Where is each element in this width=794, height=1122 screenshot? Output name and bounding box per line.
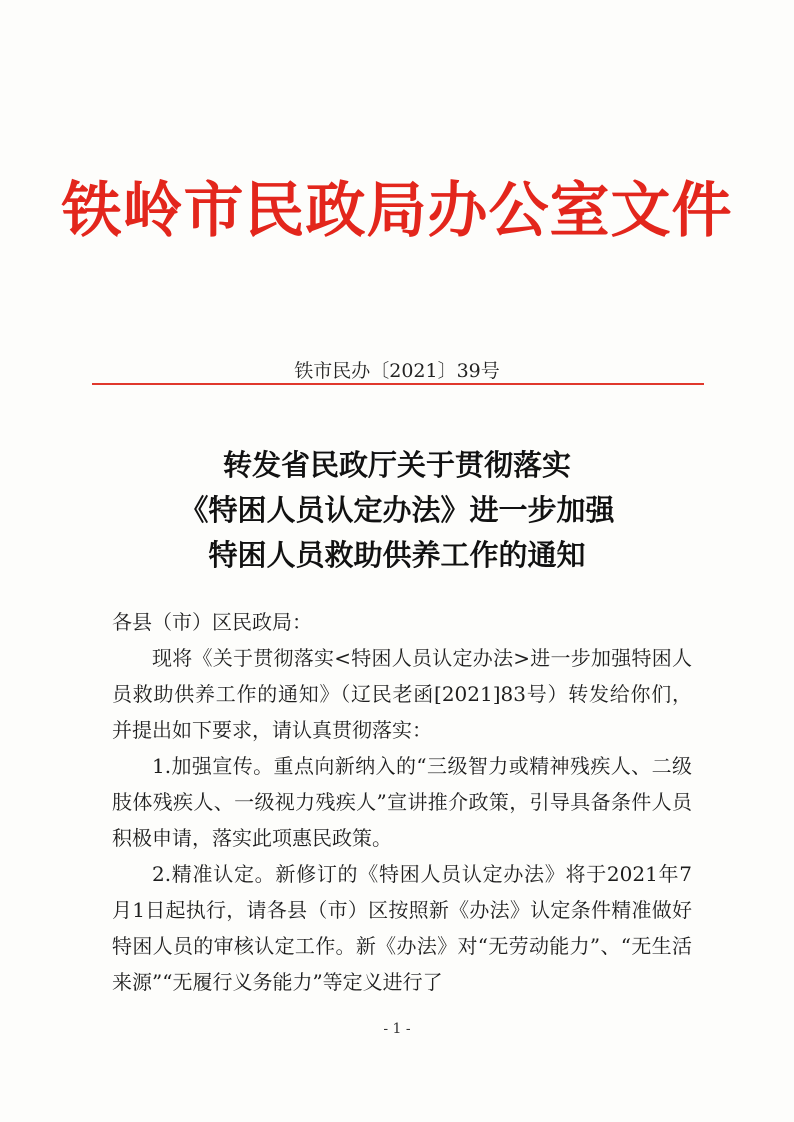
page-number: - 1 - <box>383 1021 411 1037</box>
title-line-1: 转发省民政厅关于贯彻落实 <box>222 448 571 482</box>
red-divider-line <box>92 383 704 385</box>
document-body <box>112 604 692 1000</box>
item-1-paragraph: 1.加强宣传。重点向新纳入的“三级智力或精神残疾人、二级肢体残疾人、一级视力残疾人”宣讲推介政策，引导具备条件人员积极申请，落实此项惠民政策。 <box>112 754 692 850</box>
item-2-paragraph: 2.精准认定。新修订的《特困人员认定办法》将于2021年7月1日起执行，请各县（市）区按照新《办法》认定条件精准做好特困人员的审核认定工作。新《办法》对“无劳动能力”、“无生活来源”“无履行义务能力”等定义进行了 <box>112 862 692 994</box>
notice-title <box>0 443 794 578</box>
document-number: 铁市民办〔2021〕39号 <box>294 360 500 382</box>
salutation: 各县（市）区民政局： <box>112 610 312 634</box>
masthead-title: 铁岭市民政局办公室文件 <box>61 176 733 246</box>
title-line-3: 特困人员救助供养工作的通知 <box>208 538 586 572</box>
intro-paragraph: 现将《关于贯彻落实<特困人员认定办法>进一步加强特困人员救助供养工作的通知》（辽民老函[2021]83号）转发给你们，并提出如下要求，请认真贯彻落实： <box>112 646 692 742</box>
title-line-2: 《特困人员认定办法》进一步加强 <box>179 493 615 527</box>
